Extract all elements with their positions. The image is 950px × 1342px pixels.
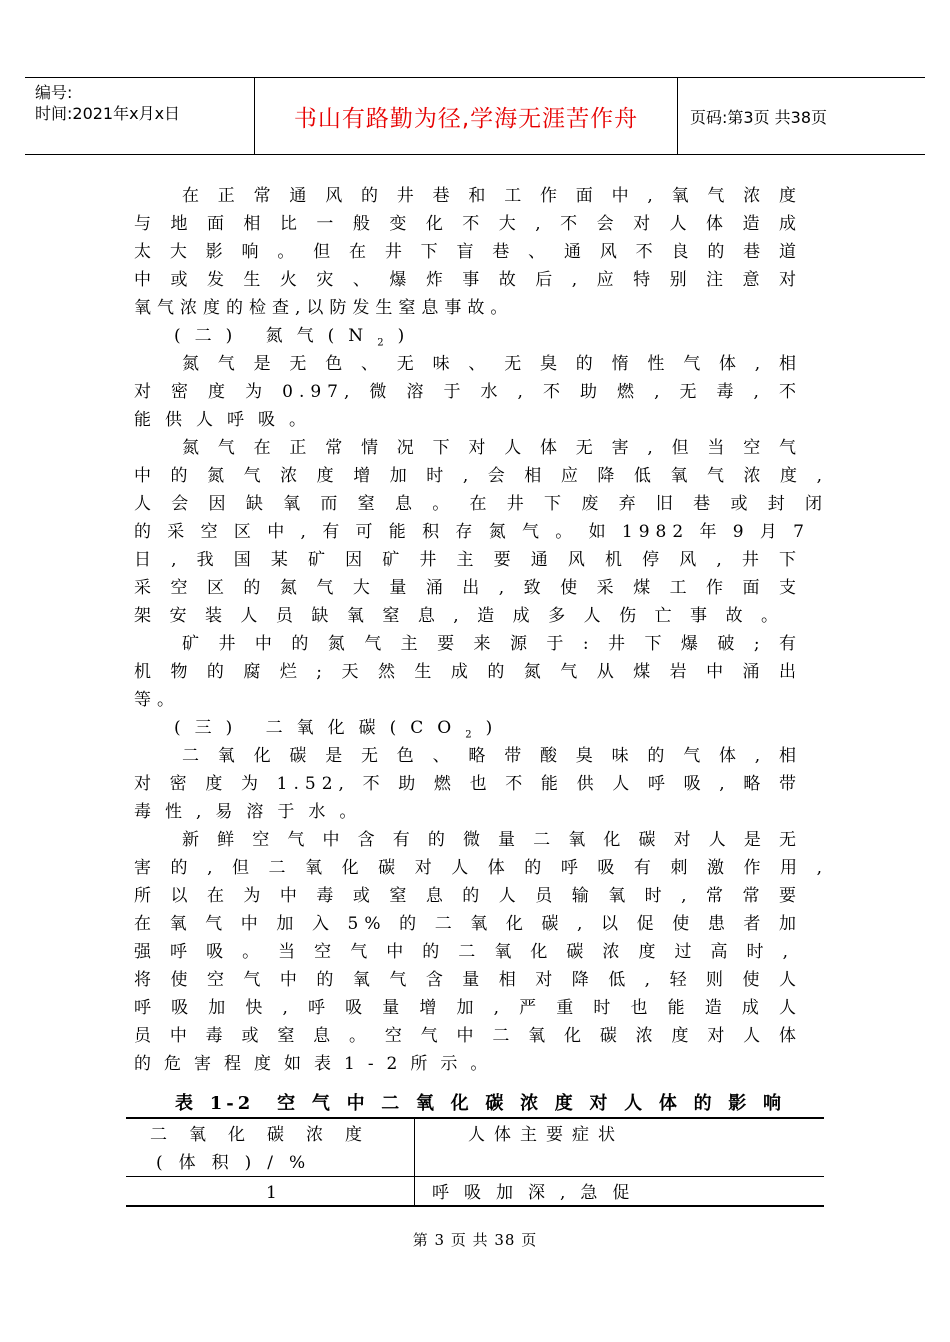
heading-close: ) — [485, 718, 507, 738]
body-line: 太大影响。但在井下盲巷、通风不良的巷道 — [134, 242, 802, 262]
body-line: 人会因缺氧而窒息。在井下废弃旧巷或封闭 — [134, 494, 828, 514]
body-line: 新鲜空气中含有的微量二氧化碳对人是无 — [182, 830, 802, 850]
header-page-info: 页码:第3页 共38页 — [690, 107, 828, 127]
body-line: 毒性,易溶于水。 — [134, 802, 371, 822]
body-line: 采空区的氮气大量涌出,致使采煤工作面支 — [134, 578, 802, 598]
body-line: 能供人呼吸。 — [134, 410, 320, 430]
document-number-label: 编号: — [35, 83, 73, 102]
body-line: 害的,但二氧化碳对人体的呼吸有刺激作用, — [134, 858, 828, 878]
table-top-rule — [126, 1117, 824, 1119]
heading-close: ) — [397, 326, 419, 346]
body-line: 等。 — [134, 690, 180, 710]
co2-effects-table — [126, 1117, 824, 1207]
body-line: 矿井中的氮气主要来源于:井下爆破;有 — [182, 634, 802, 654]
body-line: 将使空气中的氧气含量相对降低,轻则使人 — [134, 970, 802, 990]
body-line: 所以在为中毒或窒息的人员输氧时,常常要 — [134, 886, 802, 906]
body-line: 呼吸加快,呼吸量增加,严重时也能造成人 — [134, 998, 802, 1018]
page-footer: 第 3 页 共 38 页 — [412, 1231, 538, 1249]
body-line: 氮气是无色、无味、无臭的惰性气体,相 — [182, 354, 802, 374]
body-line: 机物的腐烂;天然生成的氮气从煤岩中涌出 — [134, 662, 802, 682]
section-heading-nitrogen — [174, 322, 794, 350]
heading-text: (三) 二氧化碳(CO — [174, 718, 466, 738]
body-line: 架安装人员缺氧窒息,造成多人伤亡事故。 — [134, 606, 784, 626]
body-line: 中的氮气浓度增加时,会相应降低氧气浓度, — [134, 466, 828, 486]
body-line: 日,我国某矿因矿井主要通风机停风,井下 — [134, 550, 802, 570]
header-meta — [25, 78, 254, 154]
body-line: 二氧化碳是无色、略带酸臭味的气体,相 — [182, 746, 802, 766]
page-header — [25, 77, 925, 155]
document-time-label: 时间:2021年x月x日 — [35, 104, 181, 123]
body-line: 对密度为1.52,不助燃也不能供人呼吸,略带 — [134, 774, 802, 794]
body-line: 的采空区中,有可能积存氮气。如1982年9月7 — [134, 522, 810, 542]
header-motto: 书山有路勤为径,学海无涯苦作舟 — [254, 78, 678, 154]
subscript: 2 — [377, 337, 398, 349]
table-cell-symptom: 呼吸加深,急促 — [432, 1183, 645, 1203]
body-line: 在氧气中加入5%的二氧化碳,以促使患者加 — [134, 914, 802, 934]
table-cell-concentration: 1 — [266, 1183, 283, 1203]
body-line: 与地面相比一般变化不大,不会对人体造成 — [134, 214, 802, 234]
subscript: 2 — [465, 729, 486, 741]
body-line: 的危害程度如表1-2所示。 — [134, 1054, 501, 1074]
body-line: 对密度为0.97,微溶于水,不助燃,无毒,不 — [134, 382, 802, 402]
body-line: 员中毒或窒息。空气中二氧化碳浓度对人体 — [134, 1026, 802, 1046]
body-line: 在正常通风的井巷和工作面中,氧气浓度 — [182, 186, 802, 206]
heading-text: (二) 氮气(N — [174, 326, 378, 346]
body-line: 中或发生火灾、爆炸事故后,应特别注意对 — [134, 270, 802, 290]
table-title: 表1-2 空气中二氧化碳浓度对人体的影响 — [175, 1093, 785, 1114]
section-heading-co2 — [174, 714, 794, 742]
body-line: 氮气在正常情况下对人体无害,但当空气 — [182, 438, 802, 458]
body-line: 强呼吸。当空气中的二氧化碳浓度过高时, — [134, 942, 794, 962]
body-line: 氧气浓度的检查,以防发生窒息事故。 — [134, 298, 514, 318]
table-header-concentration: 二氧化碳浓度 — [150, 1125, 384, 1145]
table-header-symptom: 人体主要症状 — [468, 1125, 624, 1145]
table-header-concentration-unit: (体积)/% — [156, 1153, 322, 1173]
table-column-divider — [414, 1117, 415, 1207]
